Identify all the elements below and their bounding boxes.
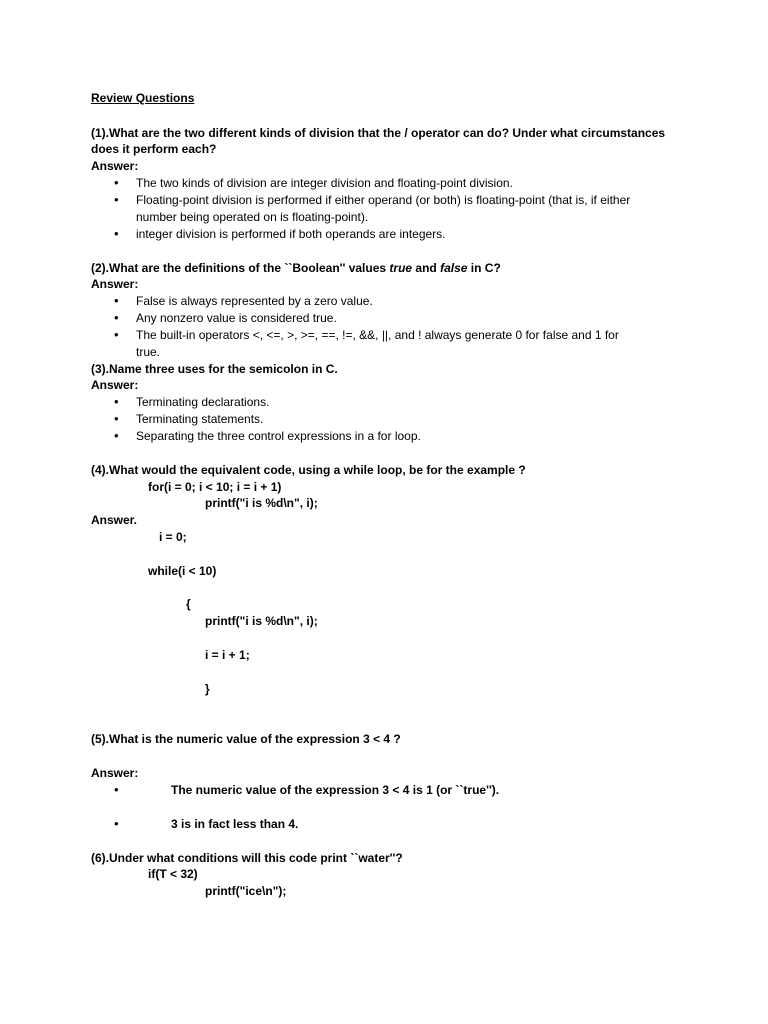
q6-question: (6).Under what conditions will this code print ``water''?: [91, 851, 403, 865]
q2-bullet3-line1: The built-in operators <, <=, >, >=, ==, !=, &&, ||, and ! always generate 0 for false and 1 for: [136, 328, 619, 342]
bullet: •: [114, 310, 119, 325]
bullet: •: [114, 394, 119, 409]
q6-code-printf: printf("ice\n");: [205, 884, 287, 898]
bullet: •: [114, 226, 119, 241]
q1-answer-label: Answer:: [91, 159, 139, 173]
q3-answer-label: Answer:: [91, 378, 139, 392]
bullet: •: [114, 293, 119, 308]
q4-ans-printf: printf("i is %d\n", i);: [205, 614, 318, 628]
q1-question-line2: does it perform each?: [91, 142, 217, 156]
q4-ans-init: i = 0;: [159, 530, 187, 544]
q4-code-for: for(i = 0; i < 10; i = i + 1): [148, 480, 282, 494]
q5-answer-label: Answer:: [91, 766, 139, 780]
bullet: •: [114, 816, 119, 831]
q2-bullet3-line2: true.: [136, 345, 161, 359]
q1-bullet3: integer division is performed if both operands are integers.: [136, 227, 446, 241]
bullet: •: [114, 327, 119, 342]
bullet: •: [114, 428, 119, 443]
bullet: •: [114, 411, 119, 426]
q5-bullet1: The numeric value of the expression 3 < 4 is 1 (or ``true'').: [171, 783, 500, 797]
q3-bullet2: Terminating statements.: [136, 412, 264, 426]
q1-bullet1: The two kinds of division are integer division and floating-point division.: [136, 176, 513, 190]
q6-code-if: if(T < 32): [148, 867, 198, 881]
q2-bullet1: False is always represented by a zero value.: [136, 294, 373, 308]
q5-bullet2: 3 is in fact less than 4.: [171, 817, 299, 831]
bullet: •: [114, 782, 119, 797]
q4-question: (4).What would the equivalent code, using a while loop, be for the example ?: [91, 463, 526, 477]
q4-code-printf: printf("i is %d\n", i);: [205, 496, 318, 510]
bullet: •: [114, 192, 119, 207]
q4-ans-while: while(i < 10): [148, 564, 217, 578]
q2-question: (2).What are the definitions of the ``Boolean'' values true and false in C?: [91, 261, 501, 275]
q1-bullet2-line2: number being operated on is floating-point).: [136, 210, 369, 224]
q3-question: (3).Name three uses for the semicolon in C.: [91, 362, 338, 376]
q4-ans-open-brace: {: [186, 597, 191, 611]
q2-false-word: false: [440, 261, 468, 275]
q4-ans-increment: i = i + 1;: [205, 648, 250, 662]
q2-bullet2: Any nonzero value is considered true.: [136, 311, 337, 325]
q2-true-word: true: [389, 261, 413, 275]
q1-question-line1: (1).What are the two different kinds of division that the / operator can do? Under what circumstances: [91, 126, 666, 140]
q2-answer-label: Answer:: [91, 277, 139, 291]
q4-answer-label: Answer.: [91, 513, 138, 527]
q1-bullet2-line1: Floating-point division is performed if either operand (or both) is floating-point (that is, if either: [136, 193, 631, 207]
q3-bullet3: Separating the three control expressions in a for loop.: [136, 429, 421, 443]
q4-ans-close-brace: }: [205, 682, 210, 696]
page-title: Review Questions: [91, 91, 195, 105]
bullet: •: [114, 175, 119, 190]
q3-bullet1: Terminating declarations.: [136, 395, 270, 409]
q5-question: (5).What is the numeric value of the expression 3 < 4 ?: [91, 732, 401, 746]
